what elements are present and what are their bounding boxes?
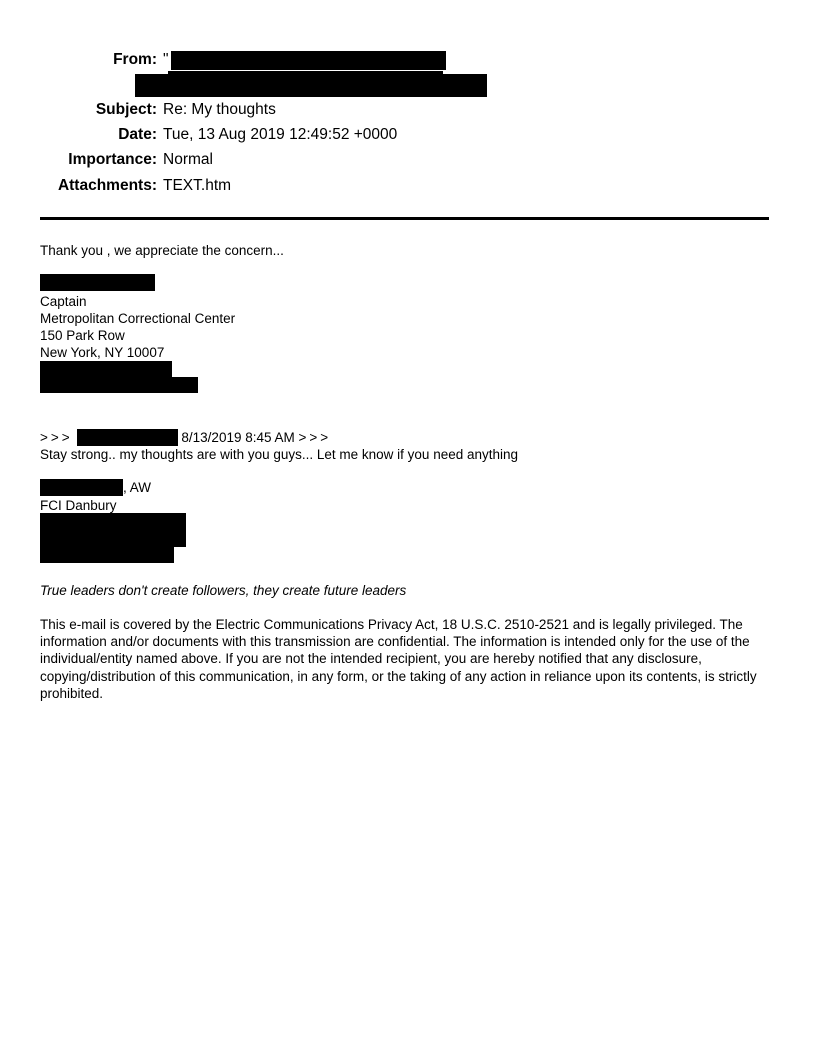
signature1-title: Captain xyxy=(40,294,87,309)
quoted-message-line: Stay strong.. my thoughts are with you guys... Let me know if you need anything xyxy=(40,447,519,462)
greeting-line: Thank you , we appreciate the concern... xyxy=(40,243,284,258)
signature2-suffix: , AW xyxy=(123,479,152,495)
date-value: Tue, 13 Aug 2019 12:49:52 +0000 xyxy=(163,126,398,143)
attachments-value: TEXT.htm xyxy=(163,177,232,194)
importance-label: Importance: xyxy=(68,151,157,168)
signature2-name-line xyxy=(40,478,151,496)
redaction-bar xyxy=(40,547,174,563)
signature1-address2: New York, NY 10007 xyxy=(40,345,165,360)
quote-arrows-close: >>> xyxy=(298,429,332,445)
from-value xyxy=(163,50,446,70)
subject-value: Re: My thoughts xyxy=(163,101,276,118)
importance-value: Normal xyxy=(163,151,213,168)
redaction-bar xyxy=(135,74,487,97)
subject-label: Subject: xyxy=(95,101,157,118)
attachments-label: Attachments: xyxy=(57,177,157,194)
signature-quote-line: True leaders don't create followers, they create future leaders xyxy=(40,583,407,598)
redaction-bar xyxy=(40,513,186,547)
redaction-bar xyxy=(40,377,198,393)
redaction-bar xyxy=(77,429,178,446)
redaction-bar xyxy=(40,479,123,496)
quoted-reply-header xyxy=(40,428,331,446)
date-label: Date: xyxy=(118,126,157,143)
signature2-org: FCI Danbury xyxy=(40,498,117,513)
signature1-org: Metropolitan Correctional Center xyxy=(40,311,236,326)
from-label: From: xyxy=(113,51,157,68)
disclaimer-paragraph: This e-mail is covered by the Electric Communications Privacy Act, 18 U.S.C. 2510-2521 and is legally privileged. The information and/or documents with this transmission are confidential. The information is intended only for the use of the individual/entity named above. If you are not the intended recipient, you are hereby notified that any disclosure, copying/distribution of this communication, in any form, or the taking of any action in reliance upon its contents, is strictly prohibited. xyxy=(40,617,757,701)
header-divider xyxy=(40,217,769,220)
redaction-bar xyxy=(40,361,172,377)
signature1-address1: 150 Park Row xyxy=(40,328,125,343)
quoted-reply-datetime: 8/13/2019 8:45 AM xyxy=(177,429,299,445)
redaction-bar xyxy=(40,274,155,291)
quote-arrows-open: >>> xyxy=(40,429,73,445)
from-value-quote: " xyxy=(163,51,169,68)
redaction-bar xyxy=(171,51,446,70)
